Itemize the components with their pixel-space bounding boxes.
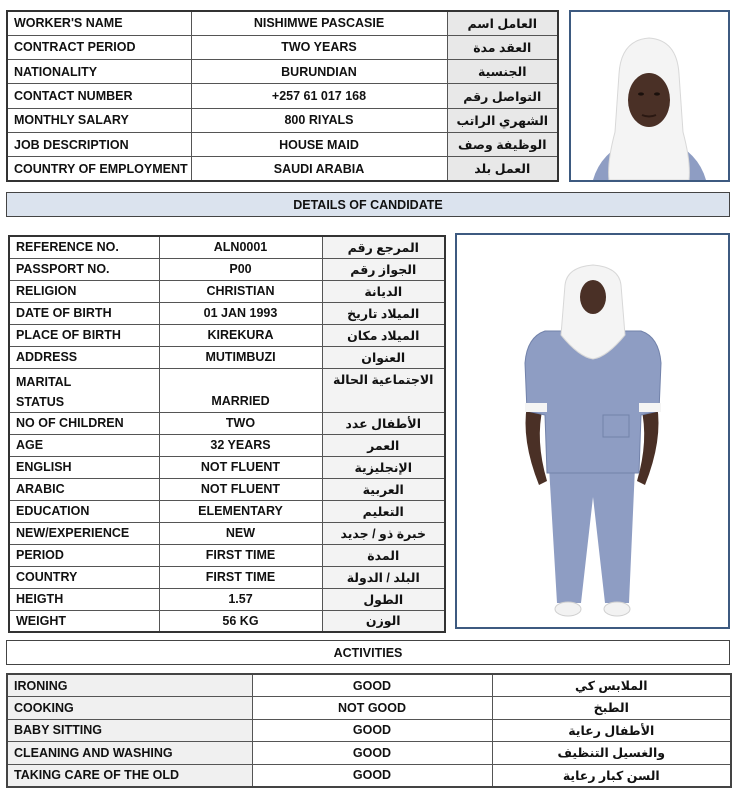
table-row [7,674,731,697]
address-arabic: العنوان [322,346,445,368]
marital-label-line2: STATUS [16,394,65,409]
no-of-children-arabic: الأطفال عدد [322,412,445,434]
arabic-arabic: العربية [322,478,445,500]
country-arabic: البلد / الدولة [322,566,445,588]
baby-sitting-label: BABY SITTING [7,719,252,742]
ironing-arabic: الملابس كي [492,674,731,697]
education-arabic: التعليم [322,500,445,522]
reference-no-label: REFERENCE NO. [9,236,159,258]
table-row [7,697,731,720]
full-body-photo [455,233,730,629]
ironing-value: GOOD [252,674,492,697]
arabic-value: NOT FLUENT [159,478,322,500]
religion-label: RELIGION [9,280,159,302]
weight-arabic: الوزن [322,610,445,632]
country-of-employment-arabic: العمل بلد [447,157,558,181]
table-row [7,84,558,108]
new-experience-value: NEW [159,522,322,544]
cleaning-washing-label: CLEANING AND WASHING [7,742,252,765]
age-arabic: العمر [322,434,445,456]
contract-period-arabic: العقد مدة [447,35,558,59]
period-value: FIRST TIME [159,544,322,566]
marital-status-arabic: الاجتماعية الحالة [322,368,445,412]
job-description-value: HOUSE MAID [191,132,447,156]
table-row [7,60,558,84]
religion-value: CHRISTIAN [159,280,322,302]
table-row [9,280,445,302]
weight-label: WEIGHT [9,610,159,632]
cleaning-washing-arabic: والغسيل التنظيف [492,742,731,765]
table-row [7,11,558,35]
cooking-arabic: الطبخ [492,697,731,720]
age-label: AGE [9,434,159,456]
period-label: PERIOD [9,544,159,566]
reference-no-arabic: المرجع رقم [322,236,445,258]
worker-name-arabic: العامل اسم [447,11,558,35]
elder-care-label: TAKING CARE OF THE OLD [7,764,252,787]
worker-name-value: NISHIMWE PASCASIE [191,11,447,35]
table-row [7,157,558,181]
religion-arabic: الديانة [322,280,445,302]
height-arabic: الطول [322,588,445,610]
weight-value: 56 KG [159,610,322,632]
country-of-employment-label: COUNTRY OF EMPLOYMENT [7,157,191,181]
table-row [9,588,445,610]
job-description-label: JOB DESCRIPTION [7,132,191,156]
cooking-value: NOT GOOD [252,697,492,720]
table-row [9,258,445,280]
contact-number-arabic: التواصل رقم [447,84,558,108]
english-arabic: الإنجليزية [322,456,445,478]
no-of-children-value: TWO [159,412,322,434]
new-experience-arabic: خبرة ذو / جديد [322,522,445,544]
reference-no-value: ALN0001 [159,236,322,258]
arabic-label: ARABIC [9,478,159,500]
place-of-birth-label: PLACE OF BIRTH [9,324,159,346]
table-row [9,478,445,500]
place-of-birth-arabic: الميلاد مكان [322,324,445,346]
contract-period-label: CONTRACT PERIOD [7,35,191,59]
table-row [9,434,445,456]
table-row [9,368,445,412]
date-of-birth-value: 01 JAN 1993 [159,302,322,324]
candidate-details-table [8,235,446,633]
ironing-label: IRONING [7,674,252,697]
nationality-label: NATIONALITY [7,60,191,84]
period-arabic: المدة [322,544,445,566]
address-value: MUTIMBUZI [159,346,322,368]
table-row [9,544,445,566]
education-value: ELEMENTARY [159,500,322,522]
place-of-birth-value: KIREKURA [159,324,322,346]
table-row [7,108,558,132]
table-row [9,566,445,588]
details-of-candidate-header: DETAILS OF CANDIDATE [6,192,730,217]
table-row [9,324,445,346]
marital-label-line1: MARITAL [16,374,72,389]
passport-no-arabic: الجواز رقم [322,258,445,280]
worker-name-label: WORKER'S NAME [7,11,191,35]
passport-no-label: PASSPORT NO. [9,258,159,280]
table-row [9,302,445,324]
table-row [7,35,558,59]
table-row [9,500,445,522]
monthly-salary-label: MONTHLY SALARY [7,108,191,132]
table-row [9,412,445,434]
baby-sitting-arabic: الأطفال رعاية [492,719,731,742]
no-of-children-label: NO OF CHILDREN [9,412,159,434]
job-description-arabic: الوظيفة وصف [447,132,558,156]
contact-number-value: +257 61 017 168 [191,84,447,108]
education-label: EDUCATION [9,500,159,522]
table-row [9,346,445,368]
table-row [9,456,445,478]
table-row [9,522,445,544]
contact-number-label: CONTACT NUMBER [7,84,191,108]
cleaning-washing-value: GOOD [252,742,492,765]
table-row [7,742,731,765]
new-experience-label: NEW/EXPERIENCE [9,522,159,544]
address-label: ADDRESS [9,346,159,368]
passport-no-value: P00 [159,258,322,280]
table-row [9,236,445,258]
worker-info-table [6,10,559,182]
portrait-photo [569,10,730,182]
monthly-salary-arabic: الشهري الراتب [447,108,558,132]
activities-table [6,673,732,788]
age-value: 32 YEARS [159,434,322,456]
height-value: 1.57 [159,588,322,610]
contract-period-value: TWO YEARS [191,35,447,59]
full-body-illustration [457,235,728,627]
date-of-birth-label: DATE OF BIRTH [9,302,159,324]
elder-care-value: GOOD [252,764,492,787]
table-row [7,764,731,787]
country-value: FIRST TIME [159,566,322,588]
marital-status-value: MARRIED [159,368,322,412]
portrait-illustration [571,12,728,180]
english-label: ENGLISH [9,456,159,478]
table-row [9,610,445,632]
nationality-arabic: الجنسية [447,60,558,84]
activities-header: ACTIVITIES [6,640,730,665]
english-value: NOT FLUENT [159,456,322,478]
elder-care-arabic: السن كبار رعاية [492,764,731,787]
table-row [7,132,558,156]
date-of-birth-arabic: الميلاد تاريخ [322,302,445,324]
marital-status-label [9,368,159,412]
nationality-value: BURUNDIAN [191,60,447,84]
monthly-salary-value: 800 RIYALS [191,108,447,132]
country-of-employment-value: SAUDI ARABIA [191,157,447,181]
cooking-label: COOKING [7,697,252,720]
table-row [7,719,731,742]
baby-sitting-value: GOOD [252,719,492,742]
country-label: COUNTRY [9,566,159,588]
height-label: HEIGTH [9,588,159,610]
